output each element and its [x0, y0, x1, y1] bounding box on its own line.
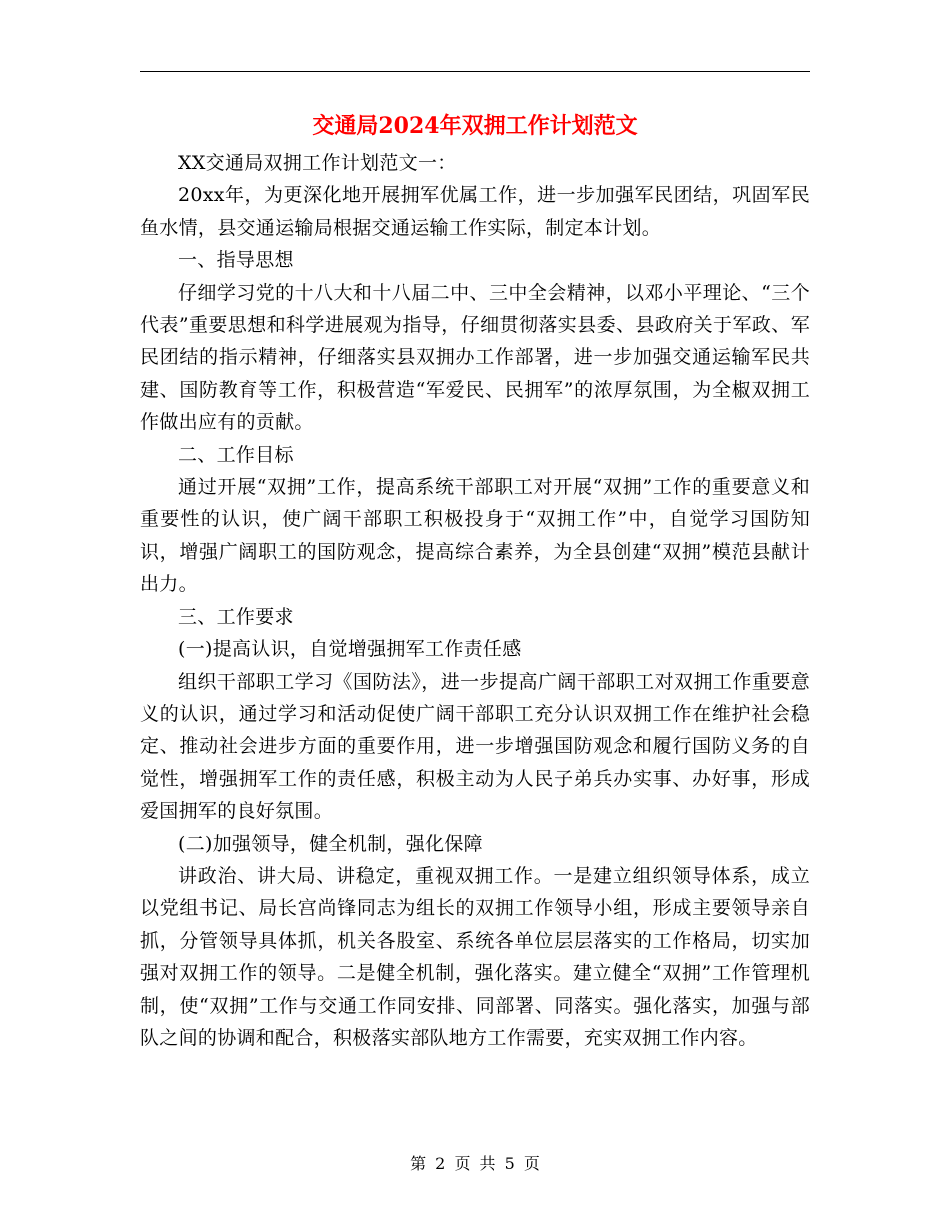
paragraph-strengthen-leadership: 讲政治、讲大局、讲稳定，重视双拥工作。一是建立组织领导体系，成立以党组书记、局长宫尚锋同志为组长的双拥工作领导小组，形成主要领导亲自抓，分管领导具体抓，机关各股室、系统各单位层层落实的工作格局，切实加强对双拥工作的领导。二是健全机制，强化落实。建立健全“双拥”工作管理机制，使“双拥”工作与交通工作同安排、同部署、同落实。强化落实，加强与部队之间的协调和配合，积极落实部队地方工作需要，充实双拥工作内容。 — [140, 864, 810, 1049]
paragraph-subtitle: XX交通局双拥工作计划范文一： — [178, 152, 457, 174]
document-title: 交通局2024年双拥工作计划范文 — [312, 113, 638, 139]
page-number: 第 2 页 共 5 页 — [410, 1154, 540, 1173]
subheading-strengthen-leadership: (二)加强领导，健全机制，强化保障 — [178, 832, 483, 855]
heading-guiding-ideology: 一、指导思想 — [178, 249, 294, 272]
paragraph-raise-awareness: 组织干部职工学习《国防法》，进一步提高广阔干部职工对双拥工作重要意义的认识，通过学习和活动促使广阔干部职工充分认识双拥工作在维护社会稳定、推动社会进步方面的重要作用，进一步增强国防观念和履行国防义务的自觉性，增强拥军工作的责任感，积极主动为人民子弟兵办实事、办好事，形成爱国拥军的良好氛围。 — [140, 670, 810, 823]
paragraph-work-goals: 通过开展“双拥”工作，提高系统干部职工对开展“双拥”工作的重要意义和重要性的认识，使广阔干部职工积极投身于“双拥工作”中，自觉学习国防知识，增强广阔职工的国防观念，提高综合素养，为全县创建“双拥”模范县献计出力。 — [140, 476, 810, 596]
heading-work-goals: 二、工作目标 — [178, 443, 294, 466]
paragraph-intro: 20xx年，为更深化地开展拥军优属工作，进一步加强军民团结，巩固军民鱼水情，县交通运输局根据交通运输工作实际，制定本计划。 — [140, 184, 810, 239]
paragraph-guiding-ideology: 仔细学习党的十八大和十八届二中、三中全会精神，以邓小平理论、“三个代表”重要思想和科学进展观为指导，仔细贯彻落实县委、县政府关于军政、军民团结的指示精神，仔细落实县双拥办工作部署，进一步加强交通运输军民共建、国防教育等工作，积极营造“军爱民、民拥军”的浓厚氛围，为全椒双拥工作做出应有的贡献。 — [140, 281, 810, 434]
document-body — [140, 147, 810, 1054]
subheading-raise-awareness: (一)提高认识，自觉增强拥军工作责任感 — [178, 638, 522, 661]
heading-work-requirements: 三、工作要求 — [178, 605, 294, 628]
header-rule — [140, 71, 810, 72]
